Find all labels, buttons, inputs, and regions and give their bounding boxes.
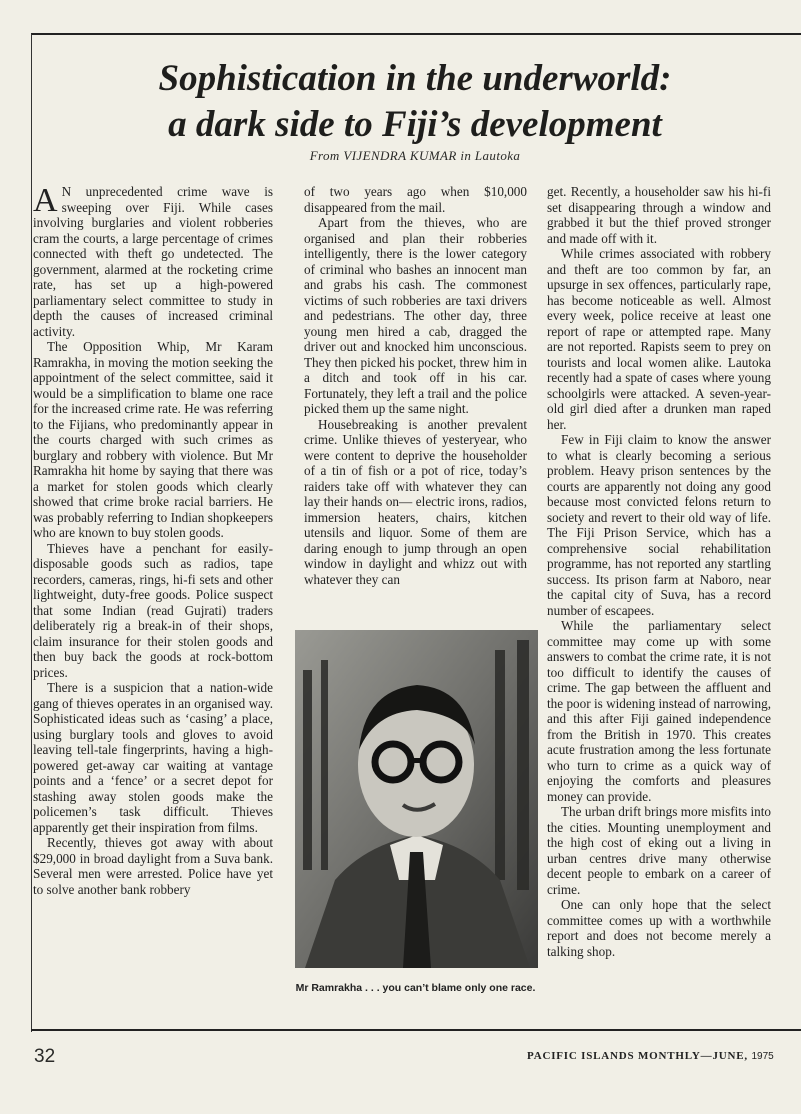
portrait-photo <box>295 630 538 968</box>
article-column-1 <box>33 184 273 897</box>
paragraph: Apart from the thieves, who are organised and plan their robberies intelligently, there is the lower category of criminal who bashes an innocent man and grabs his cash. The commonest victims of such robberies are taxi drivers and pedestrians. The other day, three young men hired a cab, dragged the driver out and knocked him unconscious. They then picked his pocket, threw him in a ditch and took off in his car. Fortunately, they left a trail and the police picked them up the same night. <box>304 215 527 416</box>
title-line-2: a dark side to Fiji’s development <box>168 104 662 145</box>
byline <box>40 148 790 164</box>
paragraph: Few in Fiji claim to know the answer to what is clearly becoming a serious problem. Heavy prison sentences by the courts are apparently not doing any good because most convicted felons return to society and revert to their old way of life. The Fiji Prison Service, which has a comprehensive social rehabilitation programme, has not reported any startling success. Its prison farm at Naboro, near the capital city of Suva, has a record number of escapees. <box>547 432 771 618</box>
page-number: 32 <box>34 1046 56 1067</box>
magazine-name: PACIFIC ISLANDS MONTHLY—JUNE, <box>527 1050 748 1062</box>
paragraph: While crimes associated with robbery and theft are too common by far, an upsurge in sex offences, particularly rape, has become noticeable as well. Almost every week, police receive at least one report of rape or attempted rape. Many are not reported. Rapists seem to prey on tourists and local women alike. Lautoka recently had a spate of cases where young schoolgirls were attacked. A seven-year-old girl died after a drunken man raped her. <box>547 246 771 432</box>
byline-place: in Lautoka <box>460 148 521 163</box>
paragraph: While the parliamentary select committee may come up with some answers to combat the crime rate, it is not too difficult to identify the causes of crime. The gap between the affluent and the poor is widening instead of narrowing, and this after Fiji gained independence from the British in 1970. This creates acute frustration among the less fortunate who turn to crime as a quick way of enjoying the comforts and pleasures money can provide. <box>547 618 771 804</box>
issue-year: 1975 <box>751 1051 774 1062</box>
byline-author: VIJENDRA KUMAR <box>343 148 457 163</box>
paragraph: The Opposition Whip, Mr Karam Ramrakha, in moving the motion seeking the appointment of the select committee, said it would be a simplification to blame one race for the increased crime rate. He was referring to the Fijians, who predominantly appear in the courts charged with such crimes as burglary and robbery with violence. But Mr Ramrakha hit home by saying that there was a market for stolen goods which clearly showed that crime broke racial barriers. He was probably referring to Indian shopkeepers who are known to buy stolen goods. <box>33 339 273 540</box>
bottom-rule <box>31 1029 801 1031</box>
running-footer <box>527 1050 774 1062</box>
paragraph: get. Recently, a householder saw his hi-fi set disappearing through a window and grabbed it but the thief proved stronger and made off with it. <box>547 184 771 246</box>
paragraph: Recently, thieves got away with about $29,000 in broad daylight from a Suva bank. Several men were arrested. Police have yet to solve another bank robbery <box>33 835 273 897</box>
portrait-illustration <box>295 630 538 968</box>
title-line-1: Sophistication in the underworld: <box>158 58 672 99</box>
paragraph: of two years ago when $10,000 disappeared from the mail. <box>304 184 527 215</box>
paragraph: The urban drift brings more misfits into the cities. Mounting unemployment and the high cost of eking out a living in urban centres drive many otherwise decent people to embark on a career of crime. <box>547 804 771 897</box>
article-column-2 <box>304 184 527 587</box>
byline-from: From <box>309 148 340 163</box>
photo-caption: Mr Ramrakha . . . you can’t blame only one race. <box>295 982 536 994</box>
paragraph: Housebreaking is another prevalent crime. Unlike thieves of yesteryear, who were content to deprive the householder of a tin of fish or a pot of rice, today’s raiders take off with whatever they can lay their hands on— electric irons, radios, immersion heaters, chairs, kitchen utensils and liquor. Some of them are daring enough to jump through an open window in daylight and whizz out with whatever they can <box>304 416 527 587</box>
article-column-3 <box>547 184 771 959</box>
paragraph: One can only hope that the select committee comes up with a worthwhile report and does not become merely a talking shop. <box>547 897 771 959</box>
drop-cap: A <box>33 182 58 219</box>
paragraph: Thieves have a penchant for easily-disposable goods such as radios, tape recorders, cameras, rings, hi-fi sets and other lightweight, duty-free goods. Police suspect that some Indian (read Gujrati) traders deliberately rig a break-in of their shops, claim insurance for their stolen goods and then buy back the goods at rock-bottom prices. <box>33 540 273 680</box>
paragraph: A N unprecedented crime wave is sweeping over Fiji. While cases involving burglaries and violent robberies cram the courts, a large percentage of crimes connected with theft go undetected. The government, alarmed at the rocketing crime rate, has set up a high-powered parliamentary select committee to study in depth the causes of increased criminal activity. <box>33 182 273 339</box>
article-title <box>40 56 790 148</box>
paragraph: There is a suspicion that a nation-wide gang of thieves operates in an organised way. Sophisticated ideas such as ‘casing’ a place, using burglary tools and gloves to avoid leaving tell-tale fingerprints, having a high-powered get-away car waiting at vantage points and a ‘fence’ or a secret depot for stashing away stolen goods make the policemen’s task difficult. Thieves apparently get their inspiration from films. <box>33 680 273 835</box>
